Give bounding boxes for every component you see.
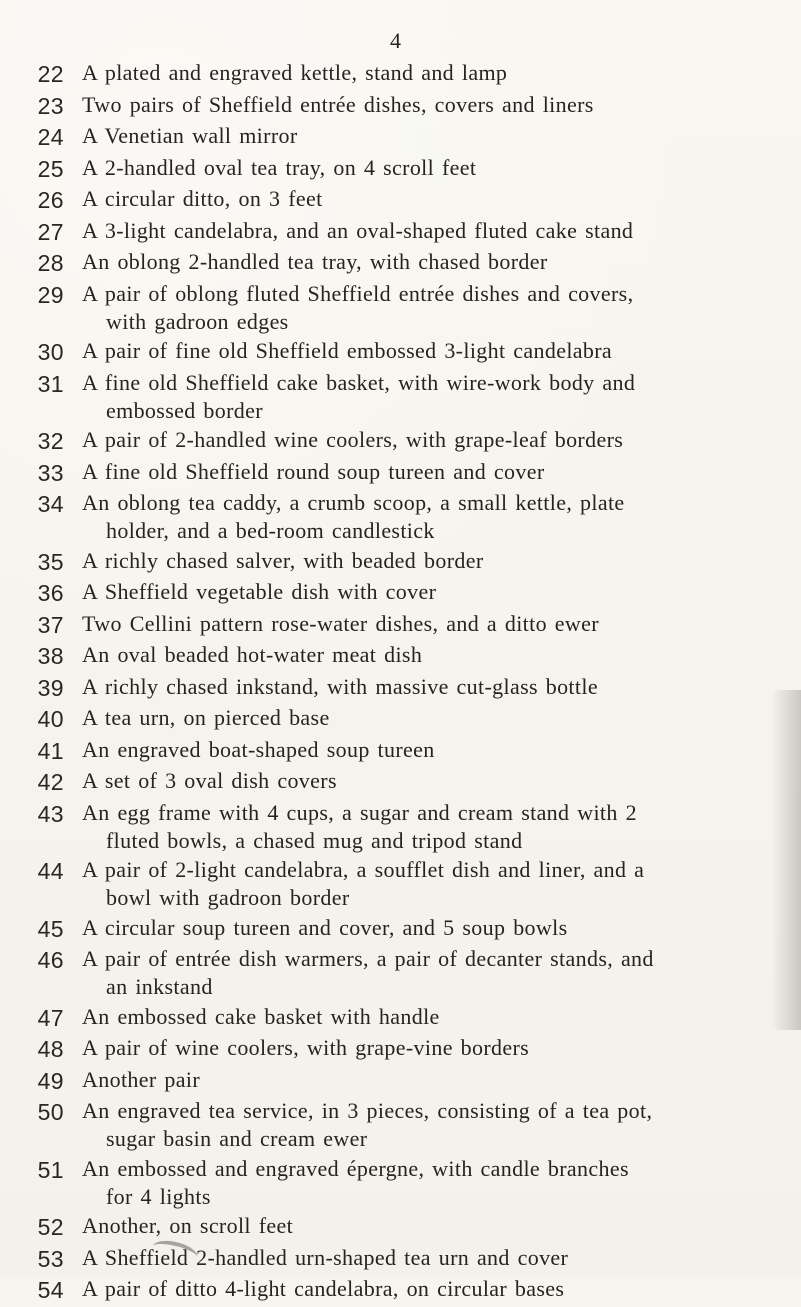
page-number: 4 — [390, 28, 402, 53]
page-edge-shadow — [771, 690, 801, 1030]
lot-entry — [18, 426, 790, 456]
description-line: An oval beaded hot-water meat dish — [82, 642, 423, 667]
lot-number: 53 — [37, 1245, 64, 1272]
lot-entry — [18, 610, 790, 640]
lot-description — [82, 426, 790, 456]
lot-entry — [18, 673, 790, 703]
lot-number: 51 — [37, 1156, 64, 1183]
lot-number: 48 — [37, 1036, 64, 1062]
lot-number: 22 — [37, 61, 64, 87]
lot-description — [82, 704, 790, 734]
description-line: A pair of 2-handled wine coolers, with grape-leaf borders — [82, 427, 624, 452]
lot-description — [82, 91, 790, 121]
lot-number: 32 — [37, 428, 64, 454]
lot-description — [82, 489, 790, 545]
lot-entry — [18, 1097, 790, 1153]
lot-description — [82, 578, 790, 608]
lot-entry — [18, 59, 790, 89]
lot-description — [82, 610, 790, 640]
description-line: A tea urn, on pierced base — [82, 705, 330, 730]
description-line: sugar basin and cream ewer — [106, 1126, 368, 1151]
description-line: A 3-light candelabra, and an oval-shaped fluted cake stand — [82, 217, 634, 243]
description-line: embossed border — [106, 397, 263, 423]
lot-entry — [18, 1212, 790, 1242]
lot-description — [82, 59, 790, 89]
lot-description — [82, 185, 790, 215]
lot-number: 38 — [37, 643, 64, 669]
description-line: holder, and a bed-room candlestick — [106, 518, 435, 543]
lot-description — [82, 1275, 790, 1305]
lot-entry — [18, 458, 790, 488]
lot-number: 49 — [37, 1067, 64, 1094]
lot-number: 52 — [37, 1214, 64, 1240]
description-line: A plated and engraved kettle, stand and lamp — [82, 60, 508, 85]
lot-description — [82, 1066, 790, 1096]
lot-number: 35 — [37, 548, 64, 575]
lot-entry — [18, 280, 790, 336]
lot-description — [82, 641, 790, 671]
lot-number: 47 — [37, 1004, 64, 1031]
description-line: A pair of oblong fluted Sheffield entrée dishes and covers, — [82, 280, 634, 306]
lot-entry — [18, 248, 790, 278]
lot-entry — [18, 914, 790, 944]
lot-entry — [18, 1244, 790, 1274]
lot-number: 36 — [37, 580, 64, 606]
description-line: for 4 lights — [106, 1183, 211, 1209]
description-line: A circular soup tureen and cover, and 5 soup bowls — [82, 914, 568, 940]
description-line: An oblong tea caddy, a crumb scoop, a small kettle, plate — [82, 490, 625, 515]
description-line: Two pairs of Sheffield entrée dishes, covers and liners — [82, 91, 594, 117]
description-line: A richly chased inkstand, with massive cut-glass bottle — [82, 673, 598, 699]
lot-number: 50 — [37, 1099, 64, 1125]
lot-description — [82, 914, 790, 944]
description-line: Another pair — [82, 1066, 200, 1092]
lot-entry — [18, 185, 790, 215]
lot-number: 25 — [37, 155, 64, 182]
lot-description — [82, 856, 790, 912]
lot-number: 23 — [37, 92, 64, 119]
lot-description — [82, 673, 790, 703]
description-line: A Venetian wall mirror — [82, 123, 298, 148]
lot-description — [82, 458, 790, 488]
lot-description — [82, 1003, 790, 1033]
lot-list — [18, 59, 790, 1307]
lot-entry — [18, 1003, 790, 1033]
description-line: A Sheffield 2-handled urn-shaped tea urn and cover — [82, 1244, 569, 1270]
lot-number: 31 — [37, 370, 64, 397]
lot-number: 41 — [37, 737, 64, 764]
description-line: Another, on scroll feet — [82, 1213, 294, 1238]
lot-description — [82, 1212, 790, 1242]
lot-entry — [18, 91, 790, 121]
lot-entry — [18, 122, 790, 152]
description-line: A pair of ditto 4-light candelabra, on circular bases — [82, 1276, 565, 1301]
lot-entry — [18, 641, 790, 671]
lot-number: 43 — [37, 800, 64, 827]
lot-number: 37 — [37, 611, 64, 638]
description-line: Two Cellini pattern rose-water dishes, and a ditto ewer — [82, 610, 599, 636]
lot-entry — [18, 1066, 790, 1096]
lot-entry — [18, 1034, 790, 1064]
lot-description — [82, 122, 790, 152]
lot-number: 45 — [37, 915, 64, 942]
lot-entry — [18, 1155, 790, 1211]
description-line: An engraved tea service, in 3 pieces, consisting of a tea pot, — [82, 1098, 653, 1123]
description-line: An oblong 2-handled tea tray, with chased border — [82, 249, 548, 274]
lot-description — [82, 1034, 790, 1064]
description-line: An embossed cake basket with handle — [82, 1003, 440, 1029]
lot-number: 29 — [37, 281, 64, 308]
lot-description — [82, 767, 790, 797]
lot-entry — [18, 154, 790, 184]
lot-entry — [18, 704, 790, 734]
description-line: A pair of entrée dish warmers, a pair of decanter stands, and — [82, 946, 654, 971]
lot-entry — [18, 369, 790, 425]
lot-description — [82, 945, 790, 1001]
description-line: A fine old Sheffield cake basket, with wire-work body and — [82, 369, 636, 395]
lot-number: 28 — [37, 250, 64, 276]
lot-number: 26 — [37, 187, 64, 213]
lot-description — [82, 369, 790, 425]
description-line: An embossed and engraved épergne, with candle branches — [82, 1155, 629, 1181]
lot-description — [82, 547, 790, 577]
description-line: A circular ditto, on 3 feet — [82, 186, 323, 211]
description-line: A 2-handled oval tea tray, on 4 scroll feet — [82, 154, 477, 180]
lot-entry — [18, 337, 790, 367]
description-line: A pair of wine coolers, with grape-vine borders — [82, 1035, 530, 1060]
description-line: an inkstand — [106, 974, 213, 999]
description-line: A richly chased salver, with beaded border — [82, 547, 484, 573]
lot-entry — [18, 945, 790, 1001]
lot-number: 46 — [37, 947, 64, 973]
description-line: An engraved boat-shaped soup tureen — [82, 736, 435, 762]
lot-entry — [18, 578, 790, 608]
lot-description — [82, 1155, 790, 1211]
lot-number: 40 — [37, 706, 64, 732]
lot-number: 54 — [37, 1277, 64, 1303]
description-line: with gadroon edges — [106, 308, 289, 334]
lot-description — [82, 736, 790, 766]
lot-description — [82, 217, 790, 247]
lot-number: 39 — [37, 674, 64, 701]
lot-description — [82, 280, 790, 336]
description-line: A fine old Sheffield round soup tureen and cover — [82, 458, 545, 484]
lot-description — [82, 337, 790, 367]
lot-number: 33 — [37, 459, 64, 486]
lot-number: 27 — [37, 218, 64, 245]
description-line: A pair of fine old Sheffield embossed 3-light candelabra — [82, 338, 613, 363]
lot-entry — [18, 736, 790, 766]
description-line: An egg frame with 4 cups, a sugar and cream stand with 2 — [82, 799, 637, 825]
lot-description — [82, 248, 790, 278]
lot-entry — [18, 767, 790, 797]
description-line: A pair of 2-light candelabra, a soufflet dish and liner, and a — [82, 857, 645, 882]
lot-description — [82, 799, 790, 855]
lot-entry — [18, 799, 790, 855]
lot-entry — [18, 1275, 790, 1305]
description-line: A Sheffield vegetable dish with cover — [82, 579, 437, 604]
lot-entry — [18, 856, 790, 912]
lot-description — [82, 1097, 790, 1153]
lot-number: 30 — [37, 339, 64, 365]
lot-entry — [18, 217, 790, 247]
lot-number: 42 — [37, 769, 64, 795]
description-line: fluted bowls, a chased mug and tripod stand — [106, 827, 523, 853]
lot-number: 34 — [37, 491, 64, 517]
lot-entry — [18, 489, 790, 545]
lot-description — [82, 154, 790, 184]
description-line: bowl with gadroon border — [106, 885, 350, 910]
description-line: A set of 3 oval dish covers — [82, 768, 337, 793]
lot-entry — [18, 547, 790, 577]
lot-number: 44 — [37, 858, 64, 884]
lot-number: 24 — [37, 124, 64, 150]
